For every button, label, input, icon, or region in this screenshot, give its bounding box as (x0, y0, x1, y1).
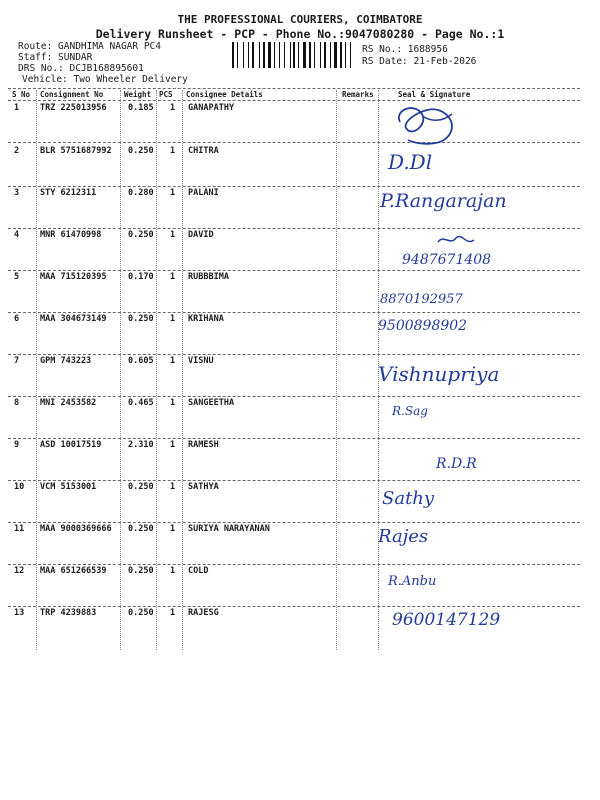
column-divider (336, 90, 337, 650)
cell-consignee: PALANI (188, 188, 219, 198)
barcode-bar (279, 42, 280, 68)
cell-weight: 0.465 (128, 398, 154, 408)
column-divider (120, 90, 121, 650)
cell-weight: 0.250 (128, 314, 154, 324)
cell-weight: 0.185 (128, 103, 154, 113)
cell-sno: 1 (14, 103, 20, 113)
cell-consignment: MNI 2453582 (40, 398, 97, 408)
cell-consignment: MAA 715120395 (40, 272, 107, 282)
cell-consignment: STY 6212311 (40, 188, 97, 198)
cell-pcs: 1 (170, 356, 176, 366)
cell-pcs: 1 (170, 230, 176, 240)
barcode-bar (340, 42, 342, 68)
row-separator (8, 564, 580, 565)
col-consignment: Consignment No (40, 90, 104, 99)
cell-consignment: MAA 9000369666 (40, 524, 112, 534)
row-separator (8, 480, 580, 481)
barcode-bar (314, 42, 315, 68)
handwritten-signature: Vishnupriya (378, 362, 500, 386)
cell-sno: 6 (14, 314, 20, 324)
col-consignee: Consignee Details (186, 90, 263, 99)
barcode-bar (263, 42, 265, 68)
col-weight: Weight (124, 90, 152, 99)
handwritten-signature: 9500898902 (378, 318, 468, 334)
barcode (232, 42, 356, 68)
cell-pcs: 1 (170, 524, 176, 534)
cell-pcs: 1 (170, 482, 176, 492)
handwritten-signature: P.Rangarajan (380, 190, 507, 212)
cell-sno: 11 (14, 524, 25, 534)
cell-weight: 0.250 (128, 230, 154, 240)
cell-pcs: 1 (170, 566, 176, 576)
barcode-bar (252, 42, 254, 68)
row-separator (8, 438, 580, 439)
barcode-bar (330, 42, 331, 68)
company-name: THE PROFESSIONAL COURIERS, COIMBATORE (177, 13, 423, 26)
cell-sno: 4 (14, 230, 20, 240)
barcode-bar (290, 42, 291, 68)
handwritten-signature: 8870192957 (380, 292, 463, 307)
header-bottom-rule (8, 100, 580, 101)
rs-number: RS No.: 1688956 (362, 44, 448, 55)
handwritten-signature: Rajes (378, 526, 429, 547)
handwritten-signature: Sathy (382, 488, 435, 509)
cell-consignee: CHITRA (188, 146, 219, 156)
cell-weight: 0.250 (128, 524, 154, 534)
cell-weight: 0.250 (128, 146, 154, 156)
column-divider (156, 90, 157, 650)
cell-sno: 13 (14, 608, 25, 618)
cell-consignment: MNR 61470998 (40, 230, 102, 240)
header-top-rule (8, 88, 580, 89)
cell-consignment: BLR 5751687992 (40, 146, 112, 156)
handwritten-signature: 9487671408 (402, 252, 492, 268)
signature-mark-1 (392, 100, 462, 150)
cell-pcs: 1 (170, 608, 176, 618)
cell-weight: 0.250 (128, 482, 154, 492)
cell-consignee: SANGEETHA (188, 398, 235, 408)
handwritten-signature: R.Anbu (388, 574, 437, 589)
row-separator (8, 354, 580, 355)
handwritten-signature: D.Dl (388, 150, 433, 174)
cell-consignment: MAA 304673149 (40, 314, 107, 324)
cell-consignment: TRP 4239883 (40, 608, 97, 618)
barcode-bar (248, 42, 249, 68)
barcode-bar (284, 42, 285, 68)
col-pcs: PCS (159, 90, 173, 99)
cell-sno: 8 (14, 398, 20, 408)
cell-consignment: TRZ 225013956 (40, 103, 107, 113)
row-separator (8, 522, 580, 523)
row-separator (8, 312, 580, 313)
column-divider (36, 90, 37, 650)
cell-weight: 0.250 (128, 608, 154, 618)
barcode-bar (345, 42, 346, 68)
cell-weight: 0.605 (128, 356, 154, 366)
barcode-bar (303, 42, 306, 68)
cell-consignee: RAMESH (188, 440, 219, 450)
barcode-bar (274, 42, 275, 68)
barcode-bar (259, 42, 260, 68)
handwritten-signature: 9600147129 (392, 610, 501, 630)
cell-sno: 5 (14, 272, 20, 282)
barcode-bar (334, 42, 337, 68)
cell-pcs: 1 (170, 103, 176, 113)
barcode-bar (237, 42, 238, 68)
cell-consignee: COLD (188, 566, 209, 576)
handwritten-signature: R.Sag (392, 404, 428, 418)
staff-label: Staff: SUNDAR (18, 52, 93, 63)
cell-consignee: RUBBBIMA (188, 272, 229, 282)
barcode-bar (350, 42, 351, 68)
barcode-bar (243, 42, 244, 68)
cell-pcs: 1 (170, 314, 176, 324)
row-separator (8, 142, 580, 143)
cell-consignee: RAJESG (188, 608, 219, 618)
col-remarks: Remarks (342, 90, 374, 99)
cell-pcs: 1 (170, 272, 176, 282)
vehicle-label: Vehicle: Two Wheeler Delivery (22, 74, 188, 85)
runsheet-subtitle: Delivery Runsheet - PCP - Phone No.:9047080280 - Page No.:1 (95, 27, 505, 41)
row-separator (8, 270, 580, 271)
cell-consignment: MAA 651266539 (40, 566, 107, 576)
barcode-bar (324, 42, 326, 68)
cell-sno: 2 (14, 146, 20, 156)
row-separator (8, 186, 580, 187)
cell-consignee: GANAPATHY (188, 103, 235, 113)
col-seal: Seal & Signature (398, 90, 471, 99)
barcode-bar (293, 42, 295, 68)
cell-weight: 0.280 (128, 188, 154, 198)
cell-consignment: ASD 10017519 (40, 440, 102, 450)
cell-weight: 2.310 (128, 440, 154, 450)
handwritten-signature: R.D.R (436, 456, 477, 472)
cell-weight: 0.170 (128, 272, 154, 282)
route-label: Route: GANDHIMA NAGAR PC4 (18, 41, 161, 52)
barcode-bar (232, 42, 234, 68)
cell-consignee: VISNU (188, 356, 214, 366)
cell-consignee: KRIHANA (188, 314, 224, 324)
cell-sno: 9 (14, 440, 20, 450)
signature-mark-4 (436, 232, 476, 248)
barcode-bar (268, 42, 271, 68)
barcode-bar (320, 42, 321, 68)
cell-sno: 3 (14, 188, 20, 198)
row-separator (8, 606, 580, 607)
cell-sno: 10 (14, 482, 25, 492)
drs-label: DRS No.: DCJB168895601 (18, 63, 144, 74)
col-sno: S No (12, 90, 31, 99)
rs-date: RS Date: 21-Feb-2026 (362, 56, 477, 67)
cell-consignment: VCM 5153001 (40, 482, 97, 492)
cell-pcs: 1 (170, 188, 176, 198)
barcode-bar (309, 42, 311, 68)
cell-consignee: DAVID (188, 230, 214, 240)
cell-consignee: SURIYA NARAYANAN (188, 524, 270, 534)
cell-consignment: GPM 743223 (40, 356, 92, 366)
cell-sno: 7 (14, 356, 20, 366)
cell-weight: 0.250 (128, 566, 154, 576)
row-separator (8, 396, 580, 397)
cell-pcs: 1 (170, 440, 176, 450)
cell-pcs: 1 (170, 398, 176, 408)
barcode-bar (298, 42, 299, 68)
cell-sno: 12 (14, 566, 25, 576)
row-separator (8, 228, 580, 229)
cell-pcs: 1 (170, 146, 176, 156)
cell-consignee: SATHYA (188, 482, 219, 492)
column-divider (182, 90, 183, 650)
